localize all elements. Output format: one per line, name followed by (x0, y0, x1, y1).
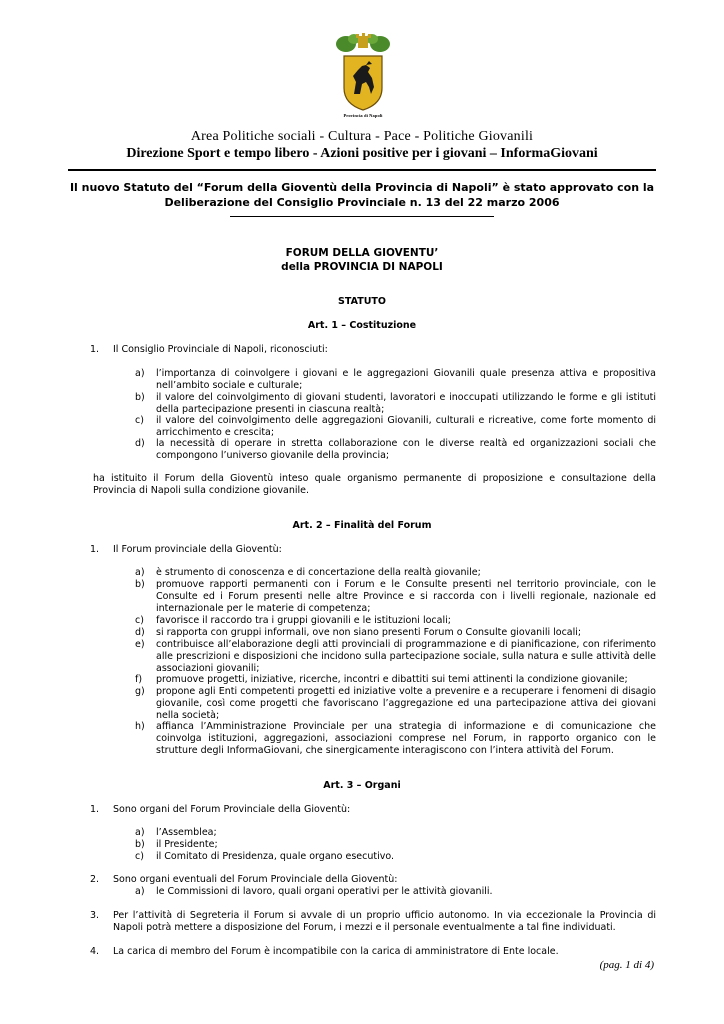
art3-item-label: a) (135, 827, 145, 838)
forum-title-line2: della PROVINCIA DI NAPOLI (281, 261, 443, 273)
art2-item-text: propone agli Enti competenti progetti ed iniziative volte a prevenire e a recuperare i fenomeni di disagio giovanile, così come progetti che favoriscano l’aggregazione ed una partecipazione attiva dei giovani nella società; (156, 686, 656, 721)
art2-item-text: affianca l’Amministrazione Provinciale per una strategia di informazione e di comunicazione che coinvolga istituzioni, aggregazioni, associazioni comprese nel Forum, in rapporto organico con le strutture degli InformaGiovani, che sinergicamente interagiscono con l’intera attività del Forum. (156, 721, 656, 756)
art3-p4-number: 4. (90, 946, 100, 957)
art1-item-label: c) (135, 415, 144, 426)
art1-item-text: l’importanza di coinvolgere i giovani e le aggregazioni Giovanili quale presenza attiva e propositiva nell’ambito sociale e culturale; (156, 368, 656, 391)
art3-p1-number: 1. (90, 804, 100, 815)
art2-item-label: a) (135, 567, 145, 578)
art2-item-text: contribuisce all’elaborazione degli atti provinciali di programmazione e di pianificazione, con riferimento alle prescrizioni e disposizioni che incidono sulla partecipazione sociale, sulla natura e sulle attività delle associazioni giovanili; (156, 639, 656, 674)
art2-p1-number: 1. (90, 544, 100, 555)
page-number: (pag. 1 di 4) (599, 959, 654, 971)
header-direction: Direzione Sport e tempo libero - Azioni positive per i giovani – InformaGiovani (126, 146, 598, 161)
art1-item-text: il valore del coinvolgimento di giovani studenti, lavoratori e inoccupati utilizzando le forme e gli istituti della partecipazione presenti in ciascuna realtà; (156, 392, 656, 415)
art1-closing-text: ha istituito il Forum della Gioventù inteso quale organismo permanente di proposizione e consultazione della Provincia di Napoli sulla condizione giovanile. (93, 473, 656, 496)
art1-title: Art. 1 – Costituzione (307, 320, 417, 331)
intro-divider (230, 216, 494, 217)
art2-item-label: f) (135, 674, 143, 685)
header-divider (68, 169, 656, 171)
art1-item-text: il valore del coinvolgimento delle aggregazioni Giovanili, culturali e ricreative, come forte momento di arricchimento e crescita; (156, 415, 656, 438)
province-crest-logo (332, 32, 394, 122)
art3-p3-text: Per l’attività di Segreteria il Forum si avvale di un proprio ufficio autonomo. In via eccezionale la Provincia di Napoli potrà mettere a disposizione del Forum, i mezzi e il personale eventualmente a tal fine individuati. (113, 910, 656, 933)
art2-p1-text: Il Forum provinciale della Gioventù: (113, 544, 282, 555)
art2-title: Art. 2 – Finalità del Forum (292, 520, 432, 531)
art3-p2-number: 2. (90, 874, 100, 885)
art1-item-label: b) (135, 392, 145, 403)
art3-p4-text: La carica di membro del Forum è incompatibile con la carica di amministratore di Ente locale. (113, 946, 559, 957)
art2-item-text: è strumento di conoscenza e di concertazione della realtà giovanile; (156, 567, 481, 578)
art2-item-text: promuove progetti, iniziative, ricerche, incontri e dibattiti sui temi attinenti la condizione giovanile; (156, 674, 628, 685)
forum-title-line1: FORUM DELLA GIOVENTU’ (285, 247, 439, 259)
art2-item-label: b) (135, 579, 145, 590)
art2-item-text: favorisce il raccordo tra i gruppi giovanili e le istituzioni locali; (156, 615, 451, 626)
art3-item-text: il Comitato di Presidenza, quale organo esecutivo. (156, 851, 395, 862)
art2-item-text: promuove rapporti permanenti con i Forum e le Consulte presenti nel territorio provinciale, con le Consulte ed i Forum presenti nelle altre Province e si raccorda con i livelli regionale, nazionale ed internazionale per le materie di competenza; (156, 579, 656, 614)
art3-p1-text: Sono organi del Forum Provinciale della Gioventù: (113, 804, 351, 815)
art2-item-label: g) (135, 686, 145, 697)
art3-item-label: a) (135, 886, 145, 897)
art3-item-label: c) (135, 851, 144, 862)
art1-item-text: la necessità di operare in stretta collaborazione con le diverse realtà ed organizzazioni sociali che compongono l’universo giovanile della provincia; (156, 438, 656, 461)
header-department: Area Politiche sociali - Cultura - Pace - Politiche Giovanili (190, 129, 534, 144)
art3-p3-number: 3. (90, 910, 100, 921)
intro-statement: Il nuovo Statuto del “Forum della Gioventù della Provincia di Napoli” è stato approvato con la Deliberazione del Consiglio Provinciale n. 13 del 22 marzo 2006 (69, 181, 655, 209)
art2-item-label: c) (135, 615, 144, 626)
statuto-heading: STATUTO (338, 296, 386, 307)
art3-item-text: le Commissioni di lavoro, quali organi operativi per le attività giovanili. (156, 886, 493, 897)
art3-item-label: b) (135, 839, 145, 850)
art3-p2-text: Sono organi eventuali del Forum Provinciale della Gioventù: (113, 874, 398, 885)
art3-item-text: l’Assemblea; (156, 827, 217, 838)
crest-caption: Provincia di Napoli (343, 113, 383, 118)
art1-p1-text: Il Consiglio Provinciale di Napoli, riconosciuti: (113, 344, 328, 355)
art2-item-label: d) (135, 627, 145, 638)
art1-item-label: a) (135, 368, 145, 379)
art1-p1-number: 1. (90, 344, 100, 355)
art3-title: Art. 3 – Organi (323, 780, 401, 791)
art3-item-text: il Presidente; (156, 839, 218, 850)
art2-item-label: h) (135, 721, 145, 732)
art2-item-label: e) (135, 639, 145, 650)
art1-item-label: d) (135, 438, 145, 449)
art2-item-text: si rapporta con gruppi informali, ove non siano presenti Forum o Consulte giovanili locali; (156, 627, 582, 638)
